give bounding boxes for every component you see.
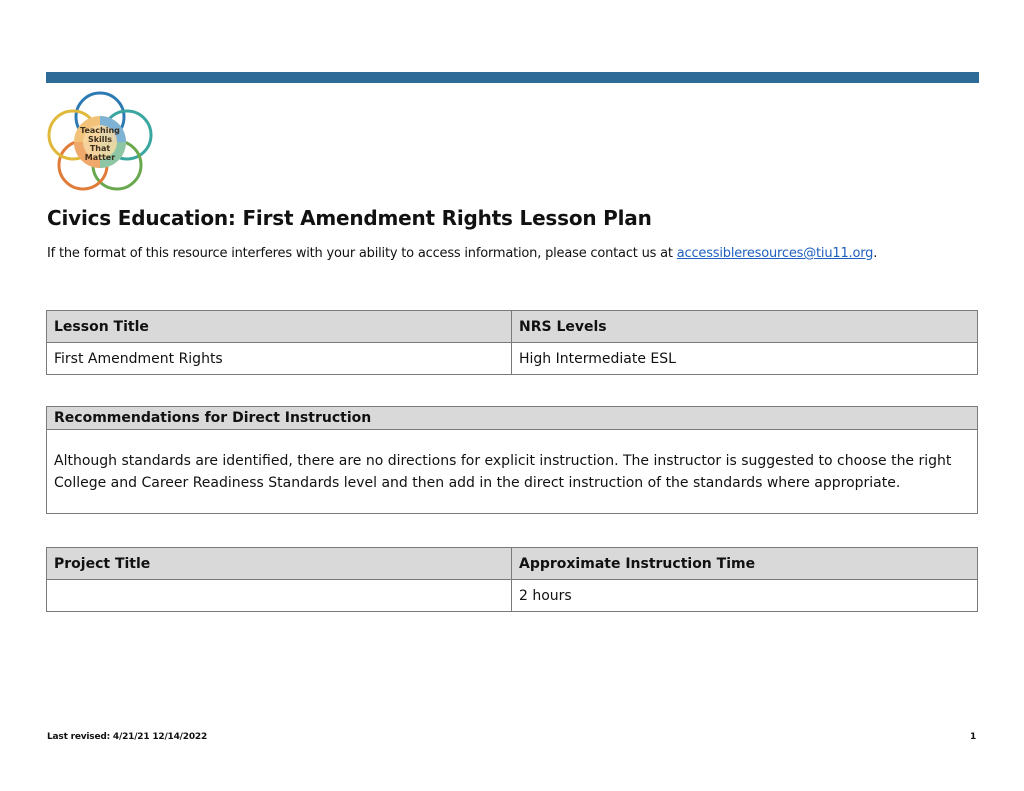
contact-email-link[interactable]: accessibleresources@tiu11.org (676, 246, 874, 261)
logo-text: Teaching Skills That Matter (80, 126, 120, 162)
recommendations-body: Although standards are identified, there are no directions for explicit instruction. The instructor is suggested to choose the right College and Career Readiness Standards level and then add in the direct instruction of the standards where appropriate. (47, 430, 978, 514)
notice-text: If the format of this resource interferes with your ability to access information, please contact us at (47, 246, 677, 261)
lesson-title-header: Lesson Title (47, 311, 512, 343)
project-title-value (47, 580, 512, 612)
lesson-info-table (46, 310, 978, 375)
nrs-levels-value: High Intermediate ESL (512, 343, 978, 375)
accessibility-notice (47, 246, 877, 261)
last-revised-footer: Last revised: 4/21/21 12/14/2022 (47, 732, 208, 742)
header-accent-bar (46, 72, 979, 83)
project-title-header: Project Title (47, 548, 512, 580)
project-info-table (46, 547, 978, 612)
recommendations-header: Recommendations for Direct Instruction (47, 407, 978, 430)
lesson-title-value: First Amendment Rights (47, 343, 512, 375)
nrs-levels-header: NRS Levels (512, 311, 978, 343)
page-number: 1 (970, 732, 977, 742)
recommendations-table (46, 406, 978, 514)
notice-suffix: . (873, 246, 878, 261)
instruction-time-value: 2 hours (512, 580, 978, 612)
instruction-time-header: Approximate Instruction Time (512, 548, 978, 580)
page-title: Civics Education: First Amendment Rights Lesson Plan (47, 206, 652, 230)
